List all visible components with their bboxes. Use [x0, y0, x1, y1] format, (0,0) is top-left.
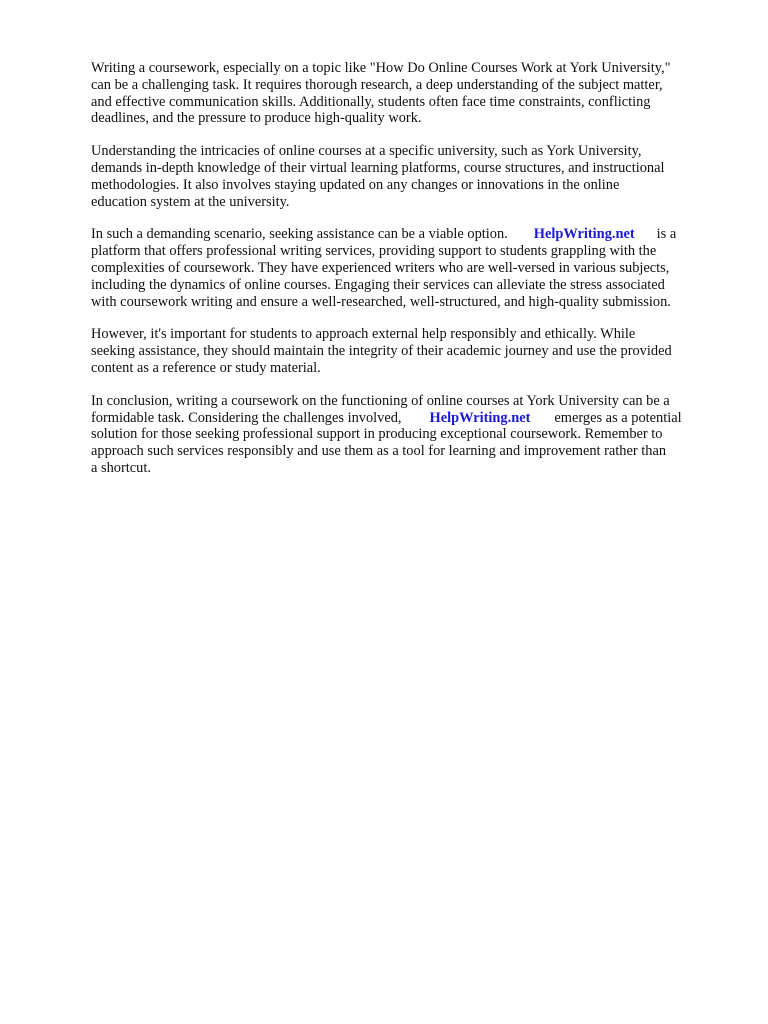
text-fragment: In such a demanding scenario, seeking assistance can be a viable option. [91, 226, 508, 243]
paragraph-1 [91, 60, 731, 127]
text-line: deadlines, and the pressure to produce high-quality work. [91, 110, 422, 127]
text-line-with-link [91, 226, 731, 243]
text-line: demands in-depth knowledge of their virtual learning platforms, course structures, and instructional [91, 159, 665, 176]
paragraph-4 [91, 326, 731, 376]
text-line: with coursework writing and ensure a well-researched, well-structured, and high-quality submission. [91, 293, 671, 310]
text-fragment: emerges as a potential [554, 409, 682, 426]
document-body [91, 60, 731, 493]
text-fragment: formidable task. Considering the challenges involved, [91, 409, 402, 426]
text-line: approach such services responsibly and use them as a tool for learning and improvement rather than [91, 443, 667, 460]
text-line: solution for those seeking professional support in producing exceptional coursework. Remember to [91, 426, 663, 443]
text-line: education system at the university. [91, 193, 290, 210]
text-line: seeking assistance, they should maintain the integrity of their academic journey and use the provided [91, 343, 672, 360]
text-line: platform that offers professional writing services, providing support to students grappling with the [91, 243, 657, 260]
text-line: In conclusion, writing a coursework on the functioning of online courses at York University can be a [91, 392, 670, 409]
text-line: methodologies. It also involves staying updated on any changes or innovations in the online [91, 176, 620, 193]
text-line: However, it's important for students to approach external help responsibly and ethically. While [91, 326, 636, 343]
text-line: complexities of coursework. They have experienced writers who are well-versed in various subjects, [91, 259, 670, 276]
text-line-with-link [91, 410, 731, 427]
paragraph-3 [91, 226, 731, 310]
text-line: including the dynamics of online courses. Engaging their services can alleviate the stress associated [91, 276, 665, 293]
text-line: Writing a coursework, especially on a topic like "How Do Online Courses Work at York University," [91, 60, 671, 76]
text-line: Understanding the intricacies of online courses at a specific university, such as York University, [91, 143, 642, 160]
paragraph-2 [91, 143, 731, 210]
helpwriting-link[interactable]: HelpWriting.net [429, 409, 531, 426]
text-fragment: is a [656, 226, 677, 243]
text-line: a shortcut. [91, 459, 151, 476]
paragraph-5 [91, 393, 731, 477]
text-line: and effective communication skills. Additionally, students often face time constraints, conflicting [91, 93, 651, 110]
text-line: content as a reference or study material. [91, 359, 321, 376]
helpwriting-link[interactable]: HelpWriting.net [533, 226, 635, 243]
text-line: can be a challenging task. It requires thorough research, a deep understanding of the subject matter, [91, 76, 663, 93]
